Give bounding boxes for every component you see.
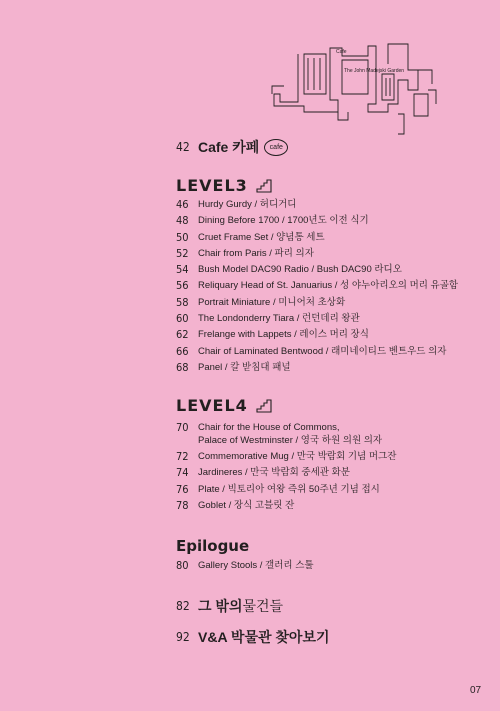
page-number: 60 <box>176 312 189 326</box>
page-footer-number: 07 <box>470 685 482 696</box>
item-title: Portrait Miniature / 미니어처 초상화 <box>198 296 346 308</box>
stairs-icon <box>256 399 272 413</box>
item-title: Jardineres / 만국 박람회 중세관 화분 <box>198 467 350 479</box>
section-heading-level4 <box>176 396 272 415</box>
item-title <box>198 419 382 447</box>
item-title: Frelange with Lappets / 레이스 머리 장식 <box>198 329 369 341</box>
list-item[interactable] <box>176 465 396 481</box>
page-number: 68 <box>176 360 189 374</box>
page-number: 50 <box>176 230 189 244</box>
list-item[interactable] <box>176 213 458 229</box>
item-title-line2: Palace of Westminster / 영국 하원 의원 의자 <box>198 435 383 446</box>
list-item[interactable] <box>176 482 396 498</box>
page-number: 56 <box>176 279 189 293</box>
entry-title: Cafe 카페 <box>198 139 260 155</box>
page-number: 42 <box>176 140 190 154</box>
page-number: 78 <box>176 498 189 512</box>
level3-list <box>176 197 458 376</box>
item-title: The Londonderry Tiara / 런던데리 왕관 <box>198 313 360 325</box>
epilogue-list <box>176 558 314 574</box>
page-number: 54 <box>176 263 189 277</box>
level4-list <box>176 419 396 514</box>
item-title: Cruet Frame Set / 양념통 세트 <box>198 231 325 243</box>
page-number: 80 <box>176 559 189 572</box>
entry-title: V&A 박물관 찾아보기 <box>198 629 330 645</box>
item-title-line1: Chair for the House of Commons, <box>198 422 340 433</box>
list-item[interactable] <box>176 197 458 213</box>
list-item[interactable] <box>176 246 458 262</box>
entry-title-bold: 그 밖의 <box>198 598 243 614</box>
list-item[interactable] <box>176 278 458 294</box>
item-title: Plate / 빅토리아 여왕 즉위 50주년 기념 접시 <box>198 483 380 495</box>
item-title: Chair of Laminated Bentwood / 래미네이티드 벤트우드 의자 <box>198 345 447 357</box>
page-number: 66 <box>176 344 189 358</box>
list-item[interactable] <box>176 262 458 278</box>
section-title: LEVEL3 <box>176 176 248 195</box>
toc-entry-museum-guide[interactable] <box>176 627 330 647</box>
list-item[interactable] <box>176 344 458 360</box>
list-item[interactable] <box>176 449 396 465</box>
page-number: 72 <box>176 450 189 463</box>
section-heading-level3 <box>176 176 272 195</box>
item-title: Bush Model DAC90 Radio / Bush DAC90 라디오 <box>198 264 402 276</box>
section-title: LEVEL4 <box>176 396 248 415</box>
sketch-label-garden: The John Madejski Garden <box>344 68 405 74</box>
list-item[interactable] <box>176 498 396 514</box>
page-number: 74 <box>176 466 189 480</box>
toc-entry-other-objects[interactable] <box>176 596 283 616</box>
page-number: 62 <box>176 328 189 342</box>
item-title: Reliquary Head of St. Januarius / 성 야누아리오의 머리 유골함 <box>198 280 459 292</box>
section-heading-epilogue: Epilogue <box>176 537 250 555</box>
entry-title <box>198 596 283 616</box>
item-title: Gallery Stools / 갤러리 스툴 <box>198 560 314 571</box>
list-item[interactable] <box>176 419 396 447</box>
list-item[interactable] <box>176 558 314 574</box>
page-number: 82 <box>176 599 190 613</box>
page-number: 58 <box>176 295 189 309</box>
sketch-label-cafe: Cafe <box>336 49 347 55</box>
list-item[interactable] <box>176 360 458 376</box>
page-number: 48 <box>176 214 189 228</box>
page-number: 52 <box>176 246 189 260</box>
page-number: 70 <box>176 421 189 434</box>
floor-plan-sketch <box>268 34 448 140</box>
item-title: Hurdy Gurdy / 허디거디 <box>198 199 297 210</box>
list-item[interactable] <box>176 230 458 246</box>
item-title: Goblet / 장식 고블릿 잔 <box>198 499 295 511</box>
cafe-badge-icon: cafe <box>264 139 288 156</box>
list-item[interactable] <box>176 311 458 327</box>
stairs-icon <box>256 179 272 193</box>
toc-entry-cafe[interactable] <box>176 137 288 157</box>
page-number: 46 <box>176 198 189 211</box>
page-number: 92 <box>176 630 190 644</box>
page-number: 76 <box>176 482 189 496</box>
item-title: Dining Before 1700 / 1700년도 이전 식기 <box>198 215 369 227</box>
entry-title-light: 물건들 <box>242 598 284 614</box>
list-item[interactable] <box>176 295 458 311</box>
item-title: Chair from Paris / 파리 의자 <box>198 247 314 259</box>
item-title: Panel / 칼 받침대 패널 <box>198 361 291 373</box>
item-title: Commemorative Mug / 만국 박람회 기념 머그잔 <box>198 451 397 462</box>
list-item[interactable] <box>176 327 458 343</box>
